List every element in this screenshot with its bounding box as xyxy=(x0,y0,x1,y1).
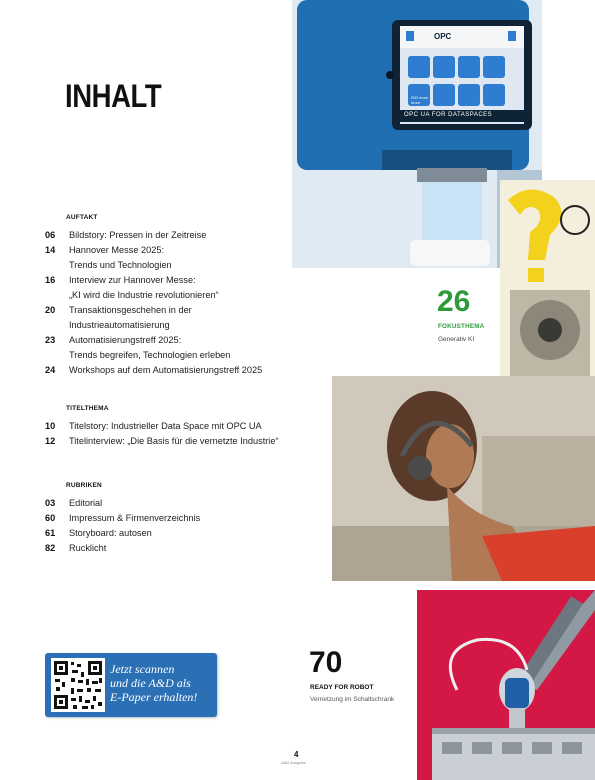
toc-page-number: 24 xyxy=(45,365,56,375)
page-title: INHALT xyxy=(65,78,162,114)
toc-page-number: 03 xyxy=(45,498,56,508)
toc-page-number: 23 xyxy=(45,335,56,345)
toc-page-number: 20 xyxy=(45,305,56,315)
toc-entry[interactable] xyxy=(45,303,305,333)
toc-entry-text: Titelinterview: „Die Basis für die vernetzte Industrie“ xyxy=(69,436,279,446)
toc-entry-text: Trends und Technologien xyxy=(69,260,172,270)
toc-entry-text: Rucklicht xyxy=(69,543,107,553)
toc-entry[interactable] xyxy=(45,496,305,511)
promo-line-2: und die A&D als xyxy=(110,676,191,690)
section-label: TITELTHEMA xyxy=(66,405,109,412)
toc-entry[interactable] xyxy=(45,541,305,556)
page-number: 4 xyxy=(294,750,299,759)
page-footer-label: A&D Ausgabe xyxy=(281,760,306,765)
toc-entry-text: Workshops auf dem Automatisierungstreff 2025 xyxy=(69,365,263,375)
toc-page-number: 12 xyxy=(45,436,56,446)
epaper-promo-text[interactable] xyxy=(110,662,215,704)
toc-entry[interactable] xyxy=(45,363,305,378)
toc-entry-text: Hannover Messe 2025: xyxy=(69,245,164,255)
toc-entry[interactable] xyxy=(45,419,305,434)
toc-entry-text: Interview zur Hannover Messe: xyxy=(69,275,196,285)
focus-subtitle: Generativ KI xyxy=(438,336,475,343)
ready-page-number: 70 xyxy=(309,646,343,679)
woman-headphones-photo xyxy=(332,376,595,581)
ready-label: READY FOR ROBOT xyxy=(310,684,374,691)
toc-entry[interactable] xyxy=(45,333,305,363)
toc-entry-text: Impressum & Firmenverzeichnis xyxy=(69,513,201,523)
toc-entry-text: Transaktionsgeschehen in der xyxy=(69,305,192,315)
toc-entry-text: Storyboard: autosen xyxy=(69,528,152,538)
promo-line-1: Jetzt scannen xyxy=(110,662,175,676)
device-screen-footer: OPC UA FOR DATASPACES xyxy=(404,112,493,118)
toc-page-number: 06 xyxy=(45,230,56,240)
toc-entry-text: Automatisierungstreff 2025: xyxy=(69,335,182,345)
toc-entry-text: Industrieautomatisierung xyxy=(69,320,170,330)
toc-entry-text: „KI wird die Industrie revolutionieren“ xyxy=(69,290,219,300)
device-tile-label: ISO more more xyxy=(411,95,429,105)
toc-page-number: 61 xyxy=(45,528,56,538)
toc-entry-text: Titelstory: Industrieller Data Space mit OPC UA xyxy=(69,421,262,431)
toc-entry-text: Editorial xyxy=(69,498,103,508)
toc-page-number: 14 xyxy=(45,245,56,255)
ready-subtitle: Vernetzung im Schaltschrank xyxy=(310,696,395,703)
toc-entry[interactable] xyxy=(45,511,305,526)
toc-entry-text: Bildstory: Pressen in der Zeitreise xyxy=(69,230,207,240)
qr-code-icon[interactable] xyxy=(51,658,105,712)
toc-entry[interactable] xyxy=(45,228,305,243)
toc-page-number: 10 xyxy=(45,421,56,431)
toc-entry[interactable] xyxy=(45,434,305,449)
robot-arm-photo xyxy=(417,590,595,780)
toc-entry-text: Trends begreifen, Technologien erleben xyxy=(69,350,231,360)
promo-line-3: E-Paper erhalten! xyxy=(110,690,198,704)
section-label: RUBRIKEN xyxy=(66,482,102,489)
toc-page-number: 60 xyxy=(45,513,56,523)
epaper-qr-promo[interactable] xyxy=(45,653,217,717)
device-brand-label: OPC xyxy=(434,32,452,41)
toc-page-number: 16 xyxy=(45,275,56,285)
toc-page-number: 82 xyxy=(45,543,56,553)
focus-page-number: 26 xyxy=(437,285,471,318)
focus-label: FOKUSTHEMA xyxy=(438,323,485,330)
toc-entry[interactable] xyxy=(45,526,305,541)
comic-illustration xyxy=(500,180,595,392)
toc-entry[interactable] xyxy=(45,273,305,303)
section-label: AUFTAKT xyxy=(66,214,98,221)
toc-entry[interactable] xyxy=(45,243,305,273)
